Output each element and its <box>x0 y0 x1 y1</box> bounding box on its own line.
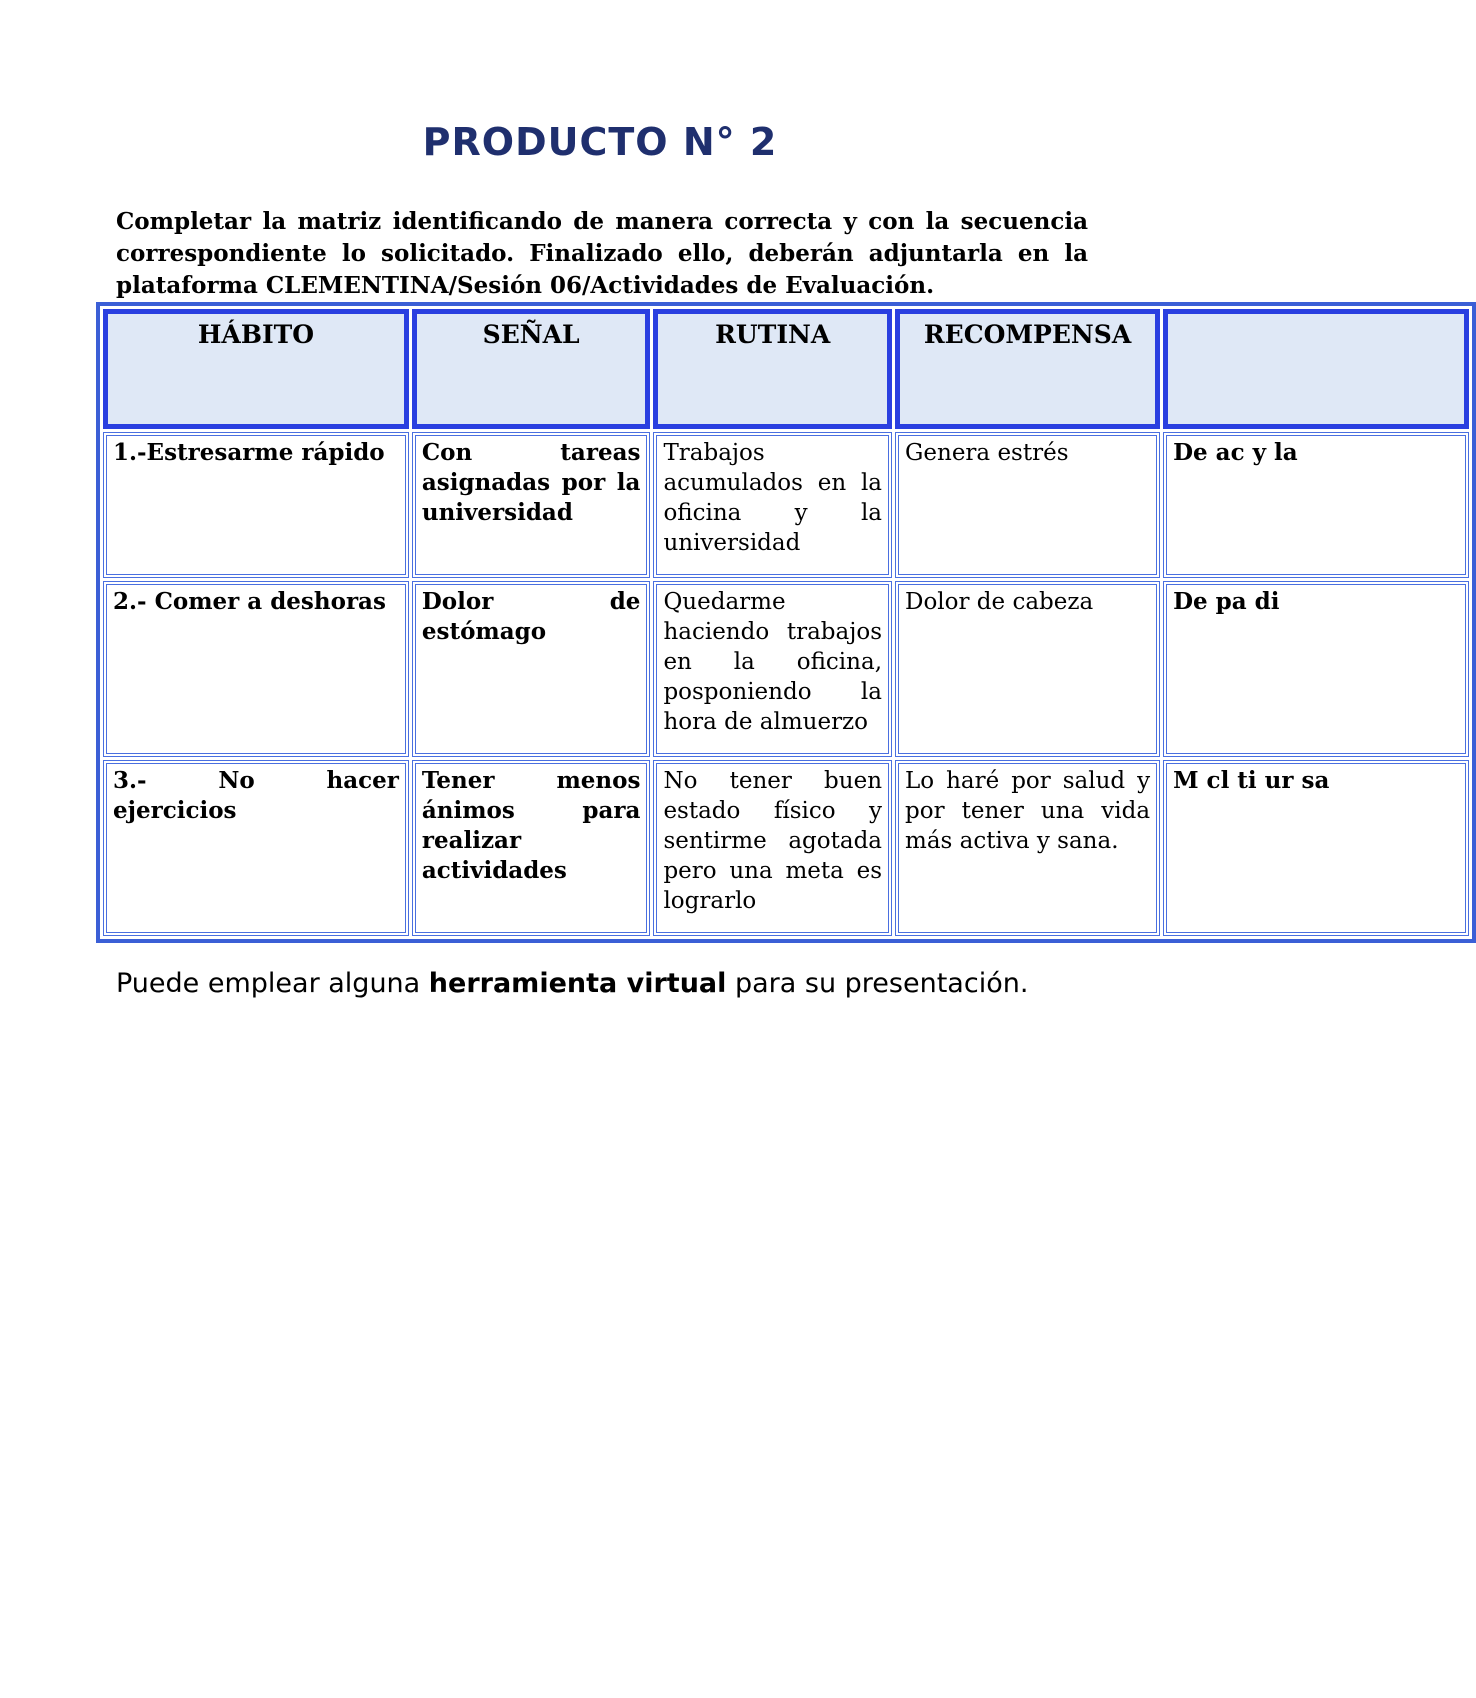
cell-rutina: Quedarme haciendo trabajos en la oficina, posponiendo la hora de almuerzo <box>653 581 892 757</box>
cell-senal: Dolor de estómago <box>412 581 651 757</box>
cell-habito: 3.- No hacer ejercicios <box>103 760 409 936</box>
cell-habito: 1.-Estresarme rápido <box>103 432 409 578</box>
cell-recompensa: Lo haré por salud y por tener una vida más activa y sana. <box>895 760 1160 936</box>
cell-habito: 2.- Comer a deshoras <box>103 581 409 757</box>
cell-senal: Tener menos ánimos para realizar actividades <box>412 760 651 936</box>
cell-extra: De ac y la <box>1163 432 1469 578</box>
table-header-row <box>103 309 1469 429</box>
cell-rutina: Trabajos acumulados en la oficina y la universidad <box>653 432 892 578</box>
table-row <box>103 581 1469 757</box>
cell-rutina: No tener buen estado físico y sentirme agotada pero una meta es lograrlo <box>653 760 892 936</box>
header-habito: HÁBITO <box>103 309 409 429</box>
footnote-paragraph <box>116 966 1088 1002</box>
habit-matrix-container <box>96 302 1330 932</box>
footnote-emphasis: herramienta virtual <box>428 968 727 999</box>
cell-recompensa: Dolor de cabeza <box>895 581 1160 757</box>
header-extra <box>1163 309 1469 429</box>
footnote-text-end: para su presentación. <box>726 968 1029 999</box>
page-title: PRODUCTO N° 2 <box>422 120 778 164</box>
table-row <box>103 432 1469 578</box>
cell-senal: Con tareas asignadas por la universidad <box>412 432 651 578</box>
cell-extra: De pa di <box>1163 581 1469 757</box>
cell-recompensa: Genera estrés <box>895 432 1160 578</box>
cell-extra: M cl ti ur sa <box>1163 760 1469 936</box>
instructions-paragraph: Completar la matriz identificando de manera correcta y con la secuencia correspondiente lo solicitado. Finalizado ello, deberán adjuntarla en la plataforma CLEMENTINA/Sesión 06/Actividades de Evaluación. <box>116 208 1088 299</box>
header-recompensa: RECOMPENSA <box>895 309 1160 429</box>
header-senal: SEÑAL <box>412 309 651 429</box>
footnote-text-start: Puede emplear alguna <box>116 968 429 999</box>
header-rutina: RUTINA <box>653 309 892 429</box>
habit-matrix-table <box>96 302 1476 943</box>
table-row <box>103 760 1469 936</box>
